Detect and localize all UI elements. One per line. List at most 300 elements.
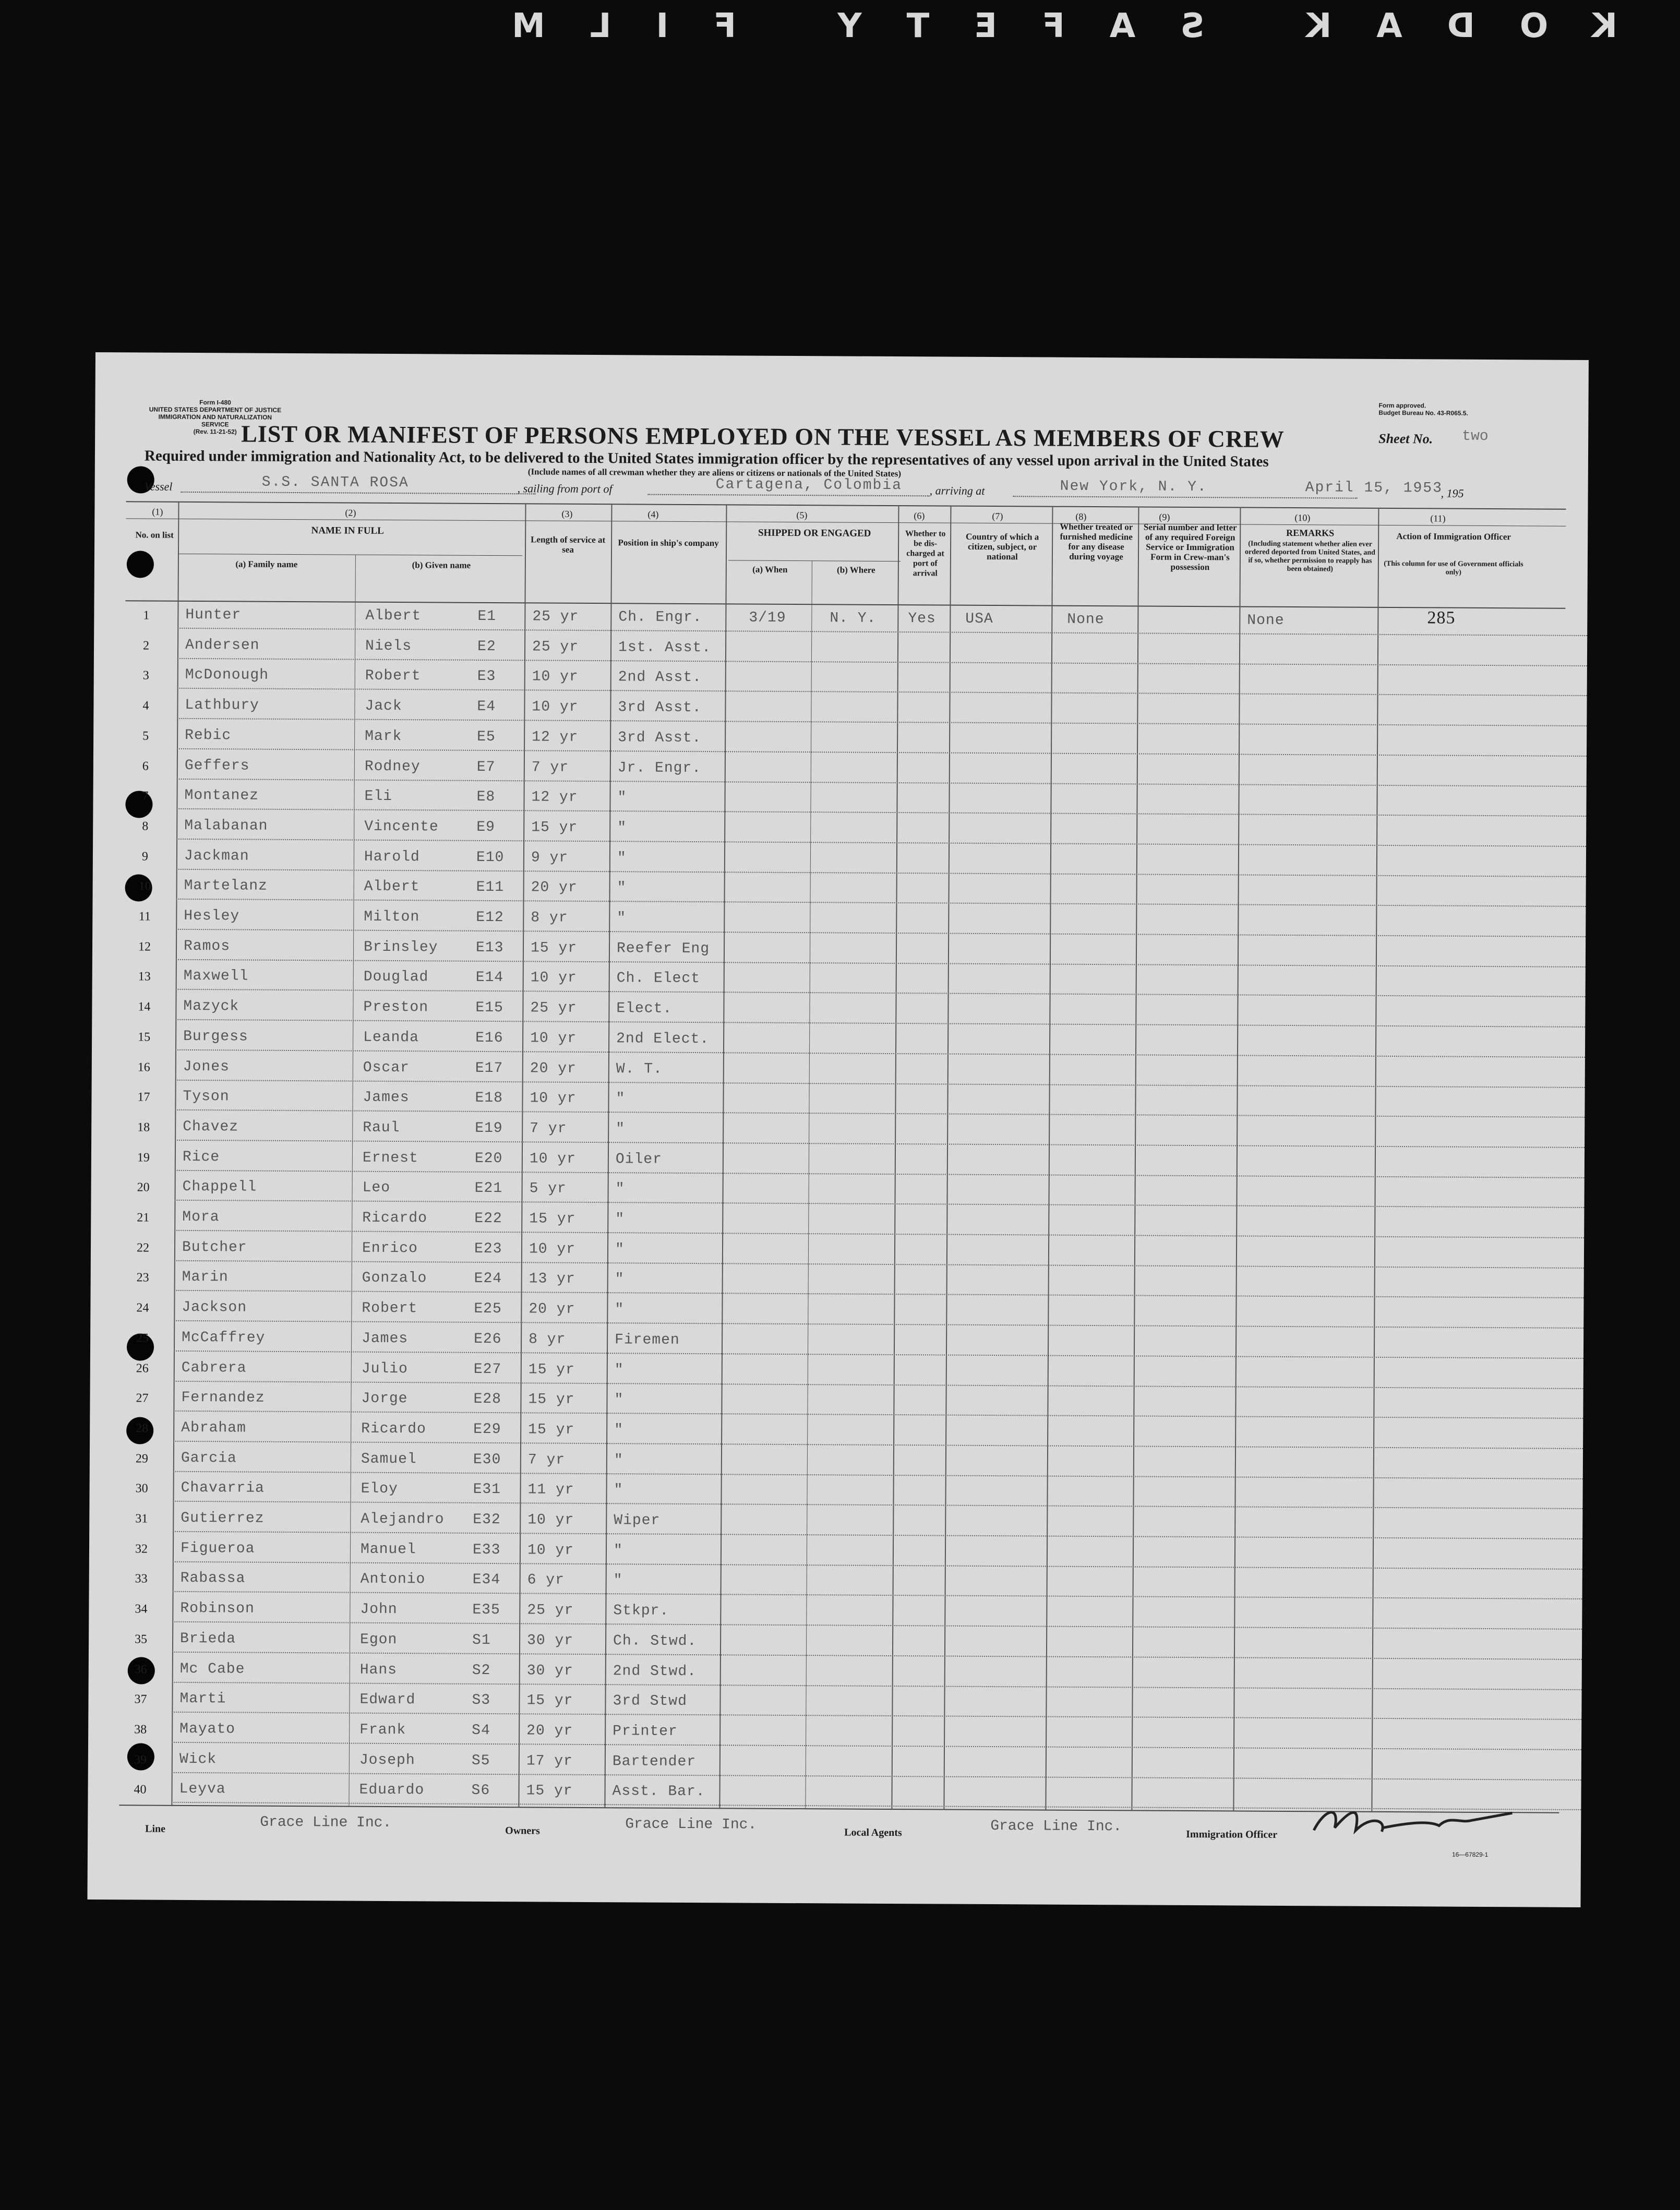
- form-print-code: 16—67829-1: [1451, 1850, 1489, 1859]
- service-length-cell: 7 yr: [530, 1120, 567, 1137]
- arriving-value: New York, N. Y.: [1060, 478, 1207, 496]
- service-length-cell: 15 yr: [528, 1421, 575, 1438]
- family-name-cell: Rabassa: [180, 1570, 246, 1587]
- service-length-cell: 11 yr: [527, 1482, 574, 1499]
- position-cell: 3rd Stwd: [613, 1693, 687, 1710]
- family-name-cell: Andersen: [185, 637, 260, 654]
- crew-code-cell: S5: [471, 1752, 490, 1769]
- crew-code-cell: E5: [477, 728, 496, 745]
- given-name-cell: Samuel: [361, 1451, 417, 1467]
- form-id: Form I-480 UNITED STATES DEPARTMENT OF JUSTICE IMMIGRATION AND NATURALIZATION SERVICE (Rev. 11-21-52): [149, 399, 282, 436]
- col-num: (2): [345, 507, 356, 518]
- header-family-name: (a) Family name: [235, 559, 298, 570]
- crew-code-cell: E26: [474, 1331, 502, 1347]
- family-name-cell: McCaffrey: [182, 1329, 266, 1346]
- num: 7: [142, 789, 149, 803]
- given-name-cell: Rodney: [364, 758, 421, 775]
- num: 28: [136, 1421, 149, 1436]
- num: 19: [137, 1151, 150, 1165]
- family-name-cell: Montanez: [184, 787, 259, 804]
- sheet-no-label: Sheet No.: [1378, 431, 1433, 447]
- family-name-cell: Fernandez: [181, 1390, 265, 1406]
- header-when: (a) When: [752, 564, 788, 575]
- given-name-cell: Joseph: [359, 1752, 415, 1769]
- num: 24: [136, 1301, 149, 1315]
- given-name-cell: Albert: [365, 607, 422, 625]
- position-cell: Jr. Engr.: [617, 759, 702, 777]
- position-cell: ": [616, 1121, 626, 1138]
- family-name-cell: Rebic: [185, 727, 232, 744]
- treated-cell: None: [1067, 611, 1105, 628]
- service-length-cell: 20 yr: [526, 1723, 573, 1739]
- position-cell: W. T.: [616, 1060, 663, 1078]
- family-name-cell: Lathbury: [185, 697, 259, 714]
- col-num: (1): [152, 506, 163, 517]
- given-name-cell: Harold: [364, 849, 420, 865]
- position-cell: 2nd Stwd.: [613, 1663, 697, 1680]
- crew-code-cell: E22: [474, 1210, 502, 1227]
- given-name-cell: James: [362, 1330, 409, 1347]
- service-length-cell: 10 yr: [529, 1241, 576, 1258]
- vessel-label: Vessel: [144, 480, 173, 493]
- crew-code-cell: E1: [477, 608, 497, 625]
- owners-label: Owners: [505, 1825, 540, 1837]
- position-cell: ": [615, 1241, 625, 1258]
- num: 3: [142, 668, 149, 683]
- service-length-cell: 7 yr: [527, 1451, 566, 1468]
- remarks-cell: None: [1247, 612, 1285, 629]
- crew-code-cell: E34: [472, 1572, 501, 1588]
- crew-code-cell: E9: [476, 819, 495, 835]
- country-cell: USA: [965, 611, 993, 628]
- position-cell: ": [617, 850, 627, 866]
- crew-code-cell: S1: [472, 1632, 491, 1648]
- arriving-label: , arriving at: [929, 484, 985, 497]
- crew-code-cell: E21: [474, 1180, 503, 1197]
- given-name-cell: Julio: [361, 1360, 408, 1377]
- service-length-cell: 15 yr: [526, 1692, 573, 1710]
- form-subtitle: Required under immigration and Nationality Act, to be delivered to the United States immigration officer by the representatives of any vessel upon arrival in the United States: [144, 447, 1269, 470]
- crew-code-cell: E11: [476, 879, 505, 896]
- service-length-cell: 15 yr: [528, 1361, 575, 1378]
- crew-code-cell: E10: [476, 849, 505, 866]
- num: 27: [136, 1391, 149, 1405]
- header-name-in-full: NAME IN FULL: [311, 525, 384, 536]
- given-name-cell: Ricardo: [361, 1420, 426, 1438]
- family-name-cell: Mazyck: [183, 998, 239, 1015]
- num: 8: [142, 819, 149, 833]
- header-action-note: (This column for use of Government officials only): [1384, 559, 1523, 577]
- num: 21: [137, 1211, 150, 1225]
- num: 26: [136, 1361, 149, 1376]
- form-title: LIST OR MANIFEST OF PERSONS EMPLOYED ON THE VESSEL AS MEMBERS OF CREW: [241, 420, 1285, 452]
- service-length-cell: 10 yr: [530, 970, 577, 987]
- header-remarks-note: (Including statement whether alien ever ordered deported from United States, and if so, whether permission to reapply has been obtained): [1245, 540, 1376, 574]
- vessel-value: S.S. SANTA ROSA: [261, 474, 409, 492]
- family-name-cell: Butcher: [182, 1239, 247, 1256]
- service-length-cell: 10 yr: [530, 1030, 577, 1047]
- service-length-cell: 15 yr: [526, 1783, 573, 1800]
- service-length-cell: 17 yr: [526, 1752, 573, 1770]
- service-length-cell: 15 yr: [528, 1391, 575, 1408]
- header-country: Country of which a citizen, subject, or national: [965, 531, 1039, 562]
- header-treated: Whether treated or furnished medicine for any disease during voyage: [1060, 521, 1133, 562]
- crew-code-cell: E13: [475, 939, 504, 956]
- col-num: (7): [992, 511, 1003, 522]
- position-cell: Ch. Engr.: [618, 609, 702, 626]
- family-name-cell: Hesley: [184, 907, 240, 925]
- position-cell: ": [614, 1452, 623, 1468]
- owners-value: Grace Line Inc.: [625, 1816, 757, 1833]
- crew-code-cell: E19: [475, 1120, 503, 1137]
- num: 5: [142, 729, 149, 743]
- family-name-cell: Jackman: [184, 847, 249, 865]
- header-length-service: Length of service at sea: [531, 534, 606, 555]
- given-name-cell: Robert: [362, 1300, 418, 1317]
- header-remarks: REMARKS: [1286, 527, 1335, 539]
- family-name-cell: Robinson: [180, 1600, 255, 1617]
- header-where: (b) Where: [837, 565, 875, 575]
- sailing-label: , sailing from port of: [517, 482, 613, 496]
- family-name-cell: Gutierrez: [181, 1510, 265, 1527]
- vessel-line: [95, 473, 1588, 502]
- service-length-cell: 13 yr: [529, 1271, 575, 1288]
- family-name-cell: Chappell: [182, 1179, 257, 1196]
- crew-code-cell: E8: [476, 789, 496, 806]
- crew-code-cell: E23: [474, 1240, 502, 1257]
- num: 32: [135, 1542, 148, 1556]
- form-subnote: (Include names of all crewman whether they are aliens or citizens or nationals of the United States): [527, 467, 902, 479]
- crew-code-cell: S6: [471, 1783, 490, 1799]
- service-length-cell: 25 yr: [530, 1000, 577, 1017]
- family-name-cell: Mc Cabe: [179, 1661, 245, 1678]
- header-discharged: Whether to be dis-charged at port of arrival: [905, 529, 946, 578]
- crew-code-cell: E14: [475, 970, 504, 986]
- service-length-cell: 10 yr: [532, 699, 579, 715]
- family-name-cell: McDonough: [185, 667, 269, 684]
- officer-label: Immigration Officer: [1186, 1828, 1278, 1841]
- position-cell: ": [613, 1542, 623, 1559]
- family-name-cell: Malabanan: [184, 817, 268, 834]
- col-num: (11): [1430, 513, 1446, 524]
- given-name-cell: Preston: [363, 999, 429, 1016]
- position-cell: ": [615, 1271, 625, 1288]
- position-cell: ": [614, 1482, 623, 1499]
- given-name-cell: Egon: [360, 1631, 398, 1648]
- given-name-cell: Eli: [364, 788, 393, 805]
- num: 29: [135, 1452, 148, 1466]
- num: 31: [135, 1512, 148, 1526]
- line-label: Line: [145, 1823, 166, 1835]
- position-cell: 3rd Asst.: [618, 699, 702, 716]
- film-edge-print: KODAK SAFETY FILM: [467, 7, 1617, 45]
- service-length-cell: 12 yr: [532, 729, 579, 746]
- position-cell: Firemen: [615, 1332, 680, 1348]
- crew-code-cell: S4: [472, 1722, 490, 1739]
- family-name-cell: Marti: [179, 1691, 226, 1707]
- given-name-cell: Gonzalo: [362, 1270, 427, 1287]
- crew-code-cell: E24: [474, 1271, 502, 1287]
- col-num: (5): [796, 510, 808, 521]
- agents-label: Local Agents: [844, 1826, 902, 1839]
- crew-code-cell: E12: [476, 909, 504, 926]
- crew-code-cell: E29: [473, 1421, 501, 1438]
- position-cell: Printer: [613, 1723, 678, 1740]
- position-cell: Oiler: [615, 1151, 663, 1168]
- arrival-date-value: April 15, 1953: [1305, 480, 1443, 497]
- punch-hole: [127, 551, 154, 578]
- crew-code-cell: E18: [475, 1090, 503, 1107]
- service-length-cell: 20 yr: [529, 1301, 575, 1318]
- given-name-cell: Ernest: [362, 1150, 418, 1166]
- crew-code-cell: E20: [474, 1150, 503, 1167]
- num: 2: [142, 639, 150, 653]
- family-name-cell: Garcia: [181, 1450, 237, 1467]
- num: 35: [135, 1632, 148, 1646]
- position-cell: Reefer Eng: [616, 940, 710, 957]
- position-cell: ": [617, 880, 627, 897]
- crew-code-cell: E33: [472, 1542, 501, 1558]
- given-name-cell: Manuel: [360, 1541, 416, 1558]
- service-length-cell: 10 yr: [527, 1512, 574, 1528]
- position-cell: ": [617, 790, 627, 806]
- given-name-cell: Leanda: [363, 1029, 419, 1046]
- family-name-cell: Leyva: [179, 1781, 226, 1798]
- manifest-footer: [88, 1813, 1581, 1842]
- given-name-cell: Mark: [365, 728, 402, 745]
- num: 25: [136, 1331, 149, 1345]
- num: 16: [137, 1060, 150, 1074]
- num: 30: [135, 1482, 148, 1496]
- sheet-no-value: two: [1462, 428, 1489, 445]
- num: 14: [138, 1000, 151, 1014]
- family-name-cell: Tyson: [183, 1089, 230, 1105]
- position-cell: 2nd Elect.: [616, 1031, 710, 1047]
- given-name-cell: Hans: [359, 1662, 398, 1678]
- num: 18: [137, 1120, 150, 1134]
- given-name-cell: Antonio: [360, 1571, 426, 1588]
- position-cell: ": [615, 1181, 625, 1198]
- given-name-cell: Oscar: [363, 1059, 410, 1076]
- given-name-cell: Leo: [362, 1179, 391, 1197]
- service-length-cell: 25 yr: [532, 639, 579, 655]
- crew-code-cell: E4: [477, 698, 496, 715]
- given-name-cell: James: [363, 1089, 410, 1106]
- num: 40: [134, 1783, 147, 1797]
- service-length-cell: 30 yr: [526, 1662, 573, 1679]
- position-cell: ": [617, 820, 627, 837]
- num: 15: [138, 1030, 151, 1044]
- service-length-cell: 7 yr: [531, 759, 569, 776]
- num: 10: [138, 879, 151, 893]
- given-name-cell: Vincente: [364, 818, 439, 835]
- crew-code-cell: E31: [473, 1482, 501, 1498]
- crew-code-cell: E28: [473, 1391, 502, 1408]
- header-shipped: SHIPPED OR ENGAGED: [758, 527, 871, 539]
- position-cell: ": [617, 910, 627, 927]
- family-name-cell: Ramos: [183, 938, 231, 955]
- num: 9: [141, 850, 149, 864]
- family-name-cell: Geffers: [184, 757, 250, 774]
- family-name-cell: Hunter: [185, 606, 242, 624]
- discharged-cell: Yes: [908, 611, 936, 627]
- given-name-cell: Edward: [359, 1691, 416, 1709]
- position-cell: ": [613, 1572, 623, 1589]
- given-name-cell: Brinsley: [363, 939, 438, 956]
- position-cell: Stkpr.: [613, 1603, 669, 1619]
- service-length-cell: 30 yr: [527, 1632, 574, 1649]
- given-name-cell: Robert: [365, 668, 421, 685]
- manifest-sheet: [87, 352, 1588, 1907]
- crew-code-cell: E27: [473, 1361, 502, 1378]
- family-name-cell: Figueroa: [180, 1540, 255, 1557]
- header-position: Position in ship's company: [618, 537, 719, 548]
- position-cell: ": [614, 1361, 624, 1378]
- family-name-cell: Abraham: [181, 1419, 246, 1437]
- position-cell: Bartender: [612, 1753, 697, 1770]
- header-given-name: (b) Given name: [412, 560, 471, 570]
- service-length-cell: 20 yr: [531, 879, 578, 897]
- num: 34: [135, 1602, 148, 1616]
- given-name-cell: Jorge: [361, 1390, 408, 1407]
- header-serial: Serial number and letter of any required Foreign Service or Immigration Form in Crew-man's possession: [1143, 522, 1237, 572]
- service-length-cell: 10 yr: [527, 1542, 574, 1559]
- service-length-cell: 9 yr: [531, 849, 569, 866]
- num: 33: [135, 1572, 148, 1586]
- service-length-cell: 10 yr: [532, 668, 579, 686]
- num: 17: [137, 1090, 150, 1104]
- crew-code-cell: E2: [477, 638, 496, 655]
- position-cell: 3rd Asst.: [618, 730, 702, 746]
- num: 22: [136, 1241, 150, 1255]
- crew-code-cell: E30: [473, 1451, 501, 1468]
- family-name-cell: Wick: [179, 1751, 217, 1767]
- agents-value: Grace Line Inc.: [990, 1818, 1122, 1835]
- family-name-cell: Cabrera: [181, 1359, 247, 1377]
- line-value: Grace Line Inc.: [260, 1814, 392, 1832]
- family-name-cell: Marin: [182, 1269, 229, 1286]
- service-length-cell: 12 yr: [531, 789, 578, 806]
- family-name-cell: Mayato: [179, 1721, 236, 1738]
- year-label: , 195: [1441, 486, 1464, 500]
- col-num: (9): [1159, 511, 1170, 522]
- num: 37: [134, 1692, 147, 1706]
- header-action: Action of Immigration Officer: [1396, 531, 1511, 542]
- shipped-when-cell: 3/19: [749, 610, 786, 626]
- num: 13: [138, 970, 151, 984]
- sailing-value: Cartagena, Colombia: [715, 476, 903, 494]
- family-name-cell: Jones: [183, 1058, 230, 1075]
- col-num: (10): [1294, 512, 1311, 523]
- num: 6: [142, 759, 149, 773]
- position-cell: Wiper: [614, 1512, 661, 1529]
- given-name-cell: Albert: [364, 879, 420, 895]
- crew-code-cell: E35: [472, 1602, 500, 1619]
- service-length-cell: 15 yr: [530, 940, 578, 957]
- service-length-cell: 6 yr: [527, 1572, 565, 1589]
- family-name-cell: Maxwell: [183, 968, 249, 985]
- crew-code-cell: E32: [473, 1511, 501, 1528]
- col-num: (3): [561, 508, 573, 519]
- service-length-cell: 5 yr: [529, 1180, 567, 1198]
- given-name-cell: Enrico: [362, 1240, 418, 1257]
- shipped-where-cell: N. Y.: [830, 610, 877, 627]
- family-name-cell: Martelanz: [184, 878, 268, 895]
- position-cell: ": [615, 1301, 625, 1318]
- crew-code-cell: S3: [472, 1692, 491, 1709]
- num: 38: [134, 1723, 147, 1737]
- position-cell: ": [616, 1091, 626, 1107]
- given-name-cell: Milton: [364, 909, 420, 926]
- crew-code-cell: E16: [475, 1030, 503, 1046]
- crew-code-cell: E17: [475, 1060, 503, 1077]
- col-num: (6): [914, 510, 925, 521]
- num: 39: [134, 1753, 147, 1767]
- given-name-cell: Eloy: [361, 1480, 398, 1498]
- family-name-cell: Chavez: [183, 1118, 239, 1136]
- crew-code-cell: E25: [474, 1300, 502, 1318]
- family-name-cell: Burgess: [183, 1028, 248, 1045]
- service-length-cell: 15 yr: [531, 819, 578, 836]
- service-length-cell: 8 yr: [529, 1331, 566, 1348]
- col-num: (8): [1075, 511, 1087, 522]
- service-length-cell: 25 yr: [527, 1602, 574, 1619]
- position-cell: 1st. Asst.: [618, 639, 712, 656]
- crew-code-cell: S2: [472, 1662, 491, 1679]
- given-name-cell: Eduardo: [359, 1782, 425, 1799]
- position-cell: Asst. Bar.: [612, 1783, 705, 1800]
- family-name-cell: Brieda: [180, 1630, 236, 1647]
- family-name-cell: Mora: [182, 1209, 220, 1226]
- service-length-cell: 8 yr: [531, 910, 568, 926]
- crew-code-cell: E3: [477, 668, 496, 685]
- given-name-cell: Frank: [359, 1722, 406, 1739]
- num: 36: [134, 1662, 147, 1677]
- num: 20: [137, 1180, 150, 1194]
- service-length-cell: 25 yr: [532, 608, 579, 625]
- position-cell: 2nd Asst.: [618, 669, 702, 686]
- service-length-cell: 15 yr: [529, 1211, 576, 1227]
- crew-code-cell: E7: [476, 759, 496, 775]
- num: 1: [143, 608, 150, 623]
- family-name-cell: Chavarria: [181, 1480, 265, 1497]
- given-name-cell: Niels: [365, 638, 412, 654]
- family-name-cell: Jackson: [182, 1299, 247, 1316]
- position-cell: ": [614, 1422, 624, 1439]
- position-cell: Ch. Elect: [616, 970, 701, 987]
- officer-signature: [1303, 1799, 1522, 1847]
- position-cell: ": [615, 1211, 625, 1228]
- crew-code-cell: E15: [475, 999, 503, 1017]
- service-length-cell: 20 yr: [530, 1060, 577, 1077]
- num: 23: [136, 1271, 149, 1285]
- position-cell: ": [614, 1392, 624, 1408]
- given-name-cell: Alejandro: [361, 1511, 445, 1528]
- position-cell: Elect.: [616, 1000, 673, 1017]
- given-name-cell: Jack: [365, 698, 402, 715]
- num: 4: [142, 699, 149, 713]
- col-num: (4): [647, 509, 659, 520]
- given-name-cell: John: [360, 1601, 398, 1618]
- service-length-cell: 10 yr: [530, 1090, 577, 1107]
- given-name-cell: Raul: [363, 1119, 400, 1136]
- family-name-cell: Rice: [182, 1149, 220, 1165]
- position-cell: Ch. Stwd.: [613, 1633, 697, 1650]
- num: 11: [138, 910, 151, 924]
- num: 12: [138, 940, 151, 954]
- given-name-cell: Douglad: [363, 969, 429, 986]
- action-cell: 285: [1427, 608, 1456, 628]
